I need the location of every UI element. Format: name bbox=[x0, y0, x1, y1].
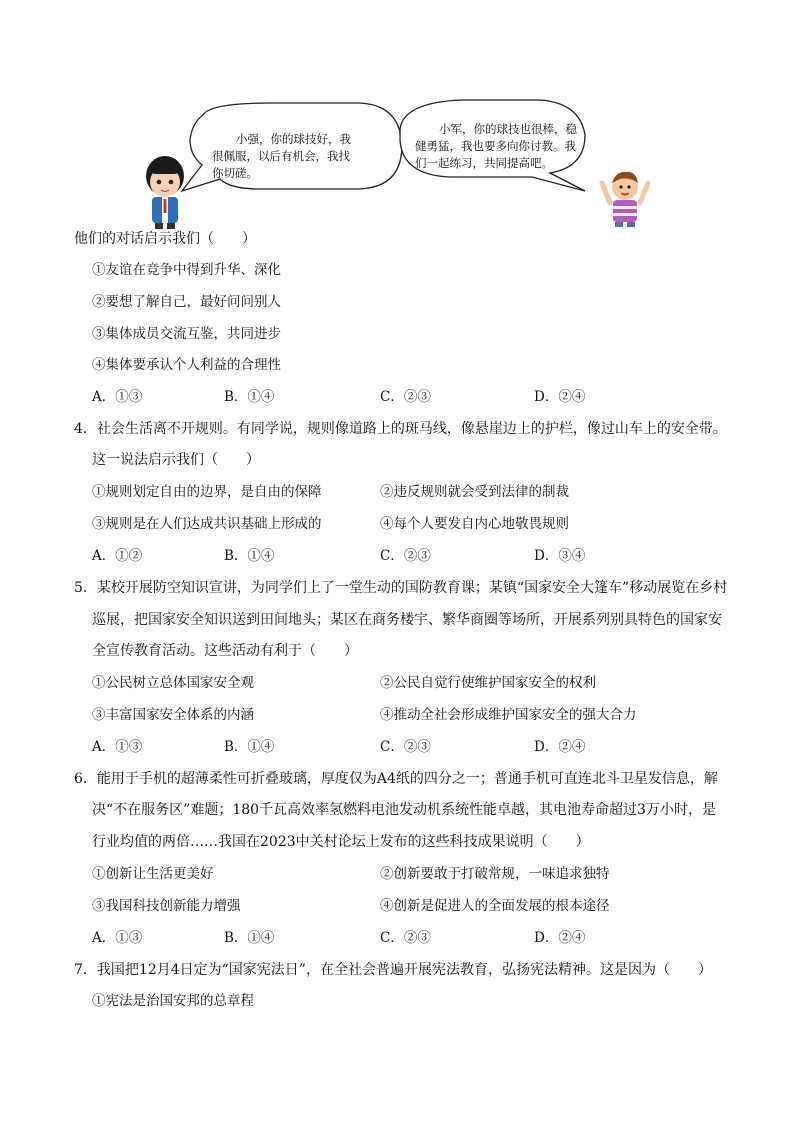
left-speech-line: 你切磋。 bbox=[212, 166, 258, 180]
right-speech-line: 小军，你的球技也很棒，稳 bbox=[439, 122, 577, 136]
right-speech-line: 们一起练习，共同提高吧。 bbox=[415, 156, 553, 170]
question-stem-line: 7．我国把12月4日定为“国家宪法日”，在全社会普遍开展宪法教育，弘扬宪法精神。这是因为（ ） bbox=[74, 962, 712, 978]
choice-a[interactable]: A．①② bbox=[92, 548, 143, 564]
statement-2: ②要想了解自己，最好问问别人 bbox=[92, 294, 281, 310]
choice-c[interactable]: C．②③ bbox=[380, 930, 431, 946]
boy-xiaojun-figure bbox=[602, 172, 648, 227]
choice-d[interactable]: D．②④ bbox=[534, 389, 586, 405]
question-stem-line: 这一说法启示我们（ ） bbox=[92, 452, 260, 468]
choice-c[interactable]: C．②③ bbox=[380, 739, 431, 755]
statement-3: ③我国科技创新能力增强 bbox=[92, 898, 241, 914]
choice-c[interactable]: C．②③ bbox=[380, 389, 431, 405]
statement-4: ④集体要承认个人利益的合理性 bbox=[92, 357, 281, 373]
statement-1: ①规则划定自由的边界，是自由的保障 bbox=[92, 484, 322, 500]
statement-1: ①创新让生活更美好 bbox=[92, 866, 214, 882]
statement-2: ②公民自觉行使维护国家安全的权利 bbox=[380, 675, 596, 691]
choice-a[interactable]: A．①③ bbox=[92, 739, 143, 755]
statement-4: ④创新是促进人的全面发展的根本途径 bbox=[380, 898, 610, 914]
left-speech-text bbox=[212, 131, 382, 182]
choice-b[interactable]: B．①④ bbox=[224, 548, 275, 564]
statement-1: ①友谊在竞争中得到升华、深化 bbox=[92, 262, 281, 278]
question-stem: 他们的对话启示我们（ ） bbox=[74, 231, 256, 247]
right-speech-line: 健勇猛，我也要多向你讨教。我 bbox=[415, 139, 576, 153]
choice-a[interactable]: A．①③ bbox=[92, 930, 143, 946]
statement-1: ①公民树立总体国家安全观 bbox=[92, 675, 254, 691]
question-stem-line: 巡展，把国家安全知识送到田间地头；某区在商务楼宇、繁华商圈等场所，开展系列别具特色的国家安 bbox=[92, 612, 722, 628]
boy-xiaoqiang-figure bbox=[146, 156, 184, 229]
choice-b[interactable]: B．①④ bbox=[224, 389, 275, 405]
choice-d[interactable]: D．③④ bbox=[534, 548, 586, 564]
question-stem-line: 决“不在服务区”难题；180千瓦高效率氢燃料电池发动机系统性能卓越，其电池寿命超过3万小时，是 bbox=[92, 802, 716, 818]
question-stem-line: 全宣传教育活动。这些活动有利于（ ） bbox=[92, 643, 358, 659]
statement-4: ④推动全社会形成维护国家安全的强大合力 bbox=[380, 707, 637, 723]
choice-a[interactable]: A．①③ bbox=[92, 389, 143, 405]
left-speech-line: 很佩服，以后有机会，我找 bbox=[212, 149, 350, 163]
statement-1: ①宪法是治国安邦的总章程 bbox=[92, 993, 254, 1009]
choice-b[interactable]: B．①④ bbox=[224, 930, 275, 946]
question-stem-line: 5．某校开展防空知识宣讲，为同学们上了一堂生动的国防教育课；某镇“国家安全大篷车”移动展览在乡村 bbox=[74, 580, 728, 596]
question-stem-line: 6．能用于手机的超薄柔性可折叠玻璃，厚度仅为A4纸的四分之一；普通手机可直连北斗卫星发信息，解 bbox=[74, 771, 718, 787]
statement-4: ④每个人要发自内心地敬畏规则 bbox=[380, 516, 569, 532]
right-speech-text bbox=[415, 121, 595, 172]
left-speech-line: 小强，你的球技好，我 bbox=[236, 132, 351, 146]
choice-c[interactable]: C．②③ bbox=[380, 548, 431, 564]
statement-3: ③丰富国家安全体系的内涵 bbox=[92, 707, 254, 723]
statement-3: ③规则是在人们达成共识基础上形成的 bbox=[92, 516, 322, 532]
choice-b[interactable]: B．①④ bbox=[224, 739, 275, 755]
choice-d[interactable]: D．②④ bbox=[534, 739, 586, 755]
question-stem-line: 行业均值的两倍……我国在2023中关村论坛上发布的这些科技成果说明（ ） bbox=[92, 834, 590, 850]
choice-d[interactable]: D．②④ bbox=[534, 930, 586, 946]
statement-2: ②违反规则就会受到法律的制裁 bbox=[380, 484, 569, 500]
question-stem-line: 4．社会生活离不开规则。有同学说，规则像道路上的斑马线，像悬崖边上的护栏，像过山车上的安全带。 bbox=[74, 421, 727, 437]
statement-3: ③集体成员交流互鉴，共同进步 bbox=[92, 326, 281, 342]
statement-2: ②创新要敢于打破常规，一味追求独特 bbox=[380, 866, 610, 882]
